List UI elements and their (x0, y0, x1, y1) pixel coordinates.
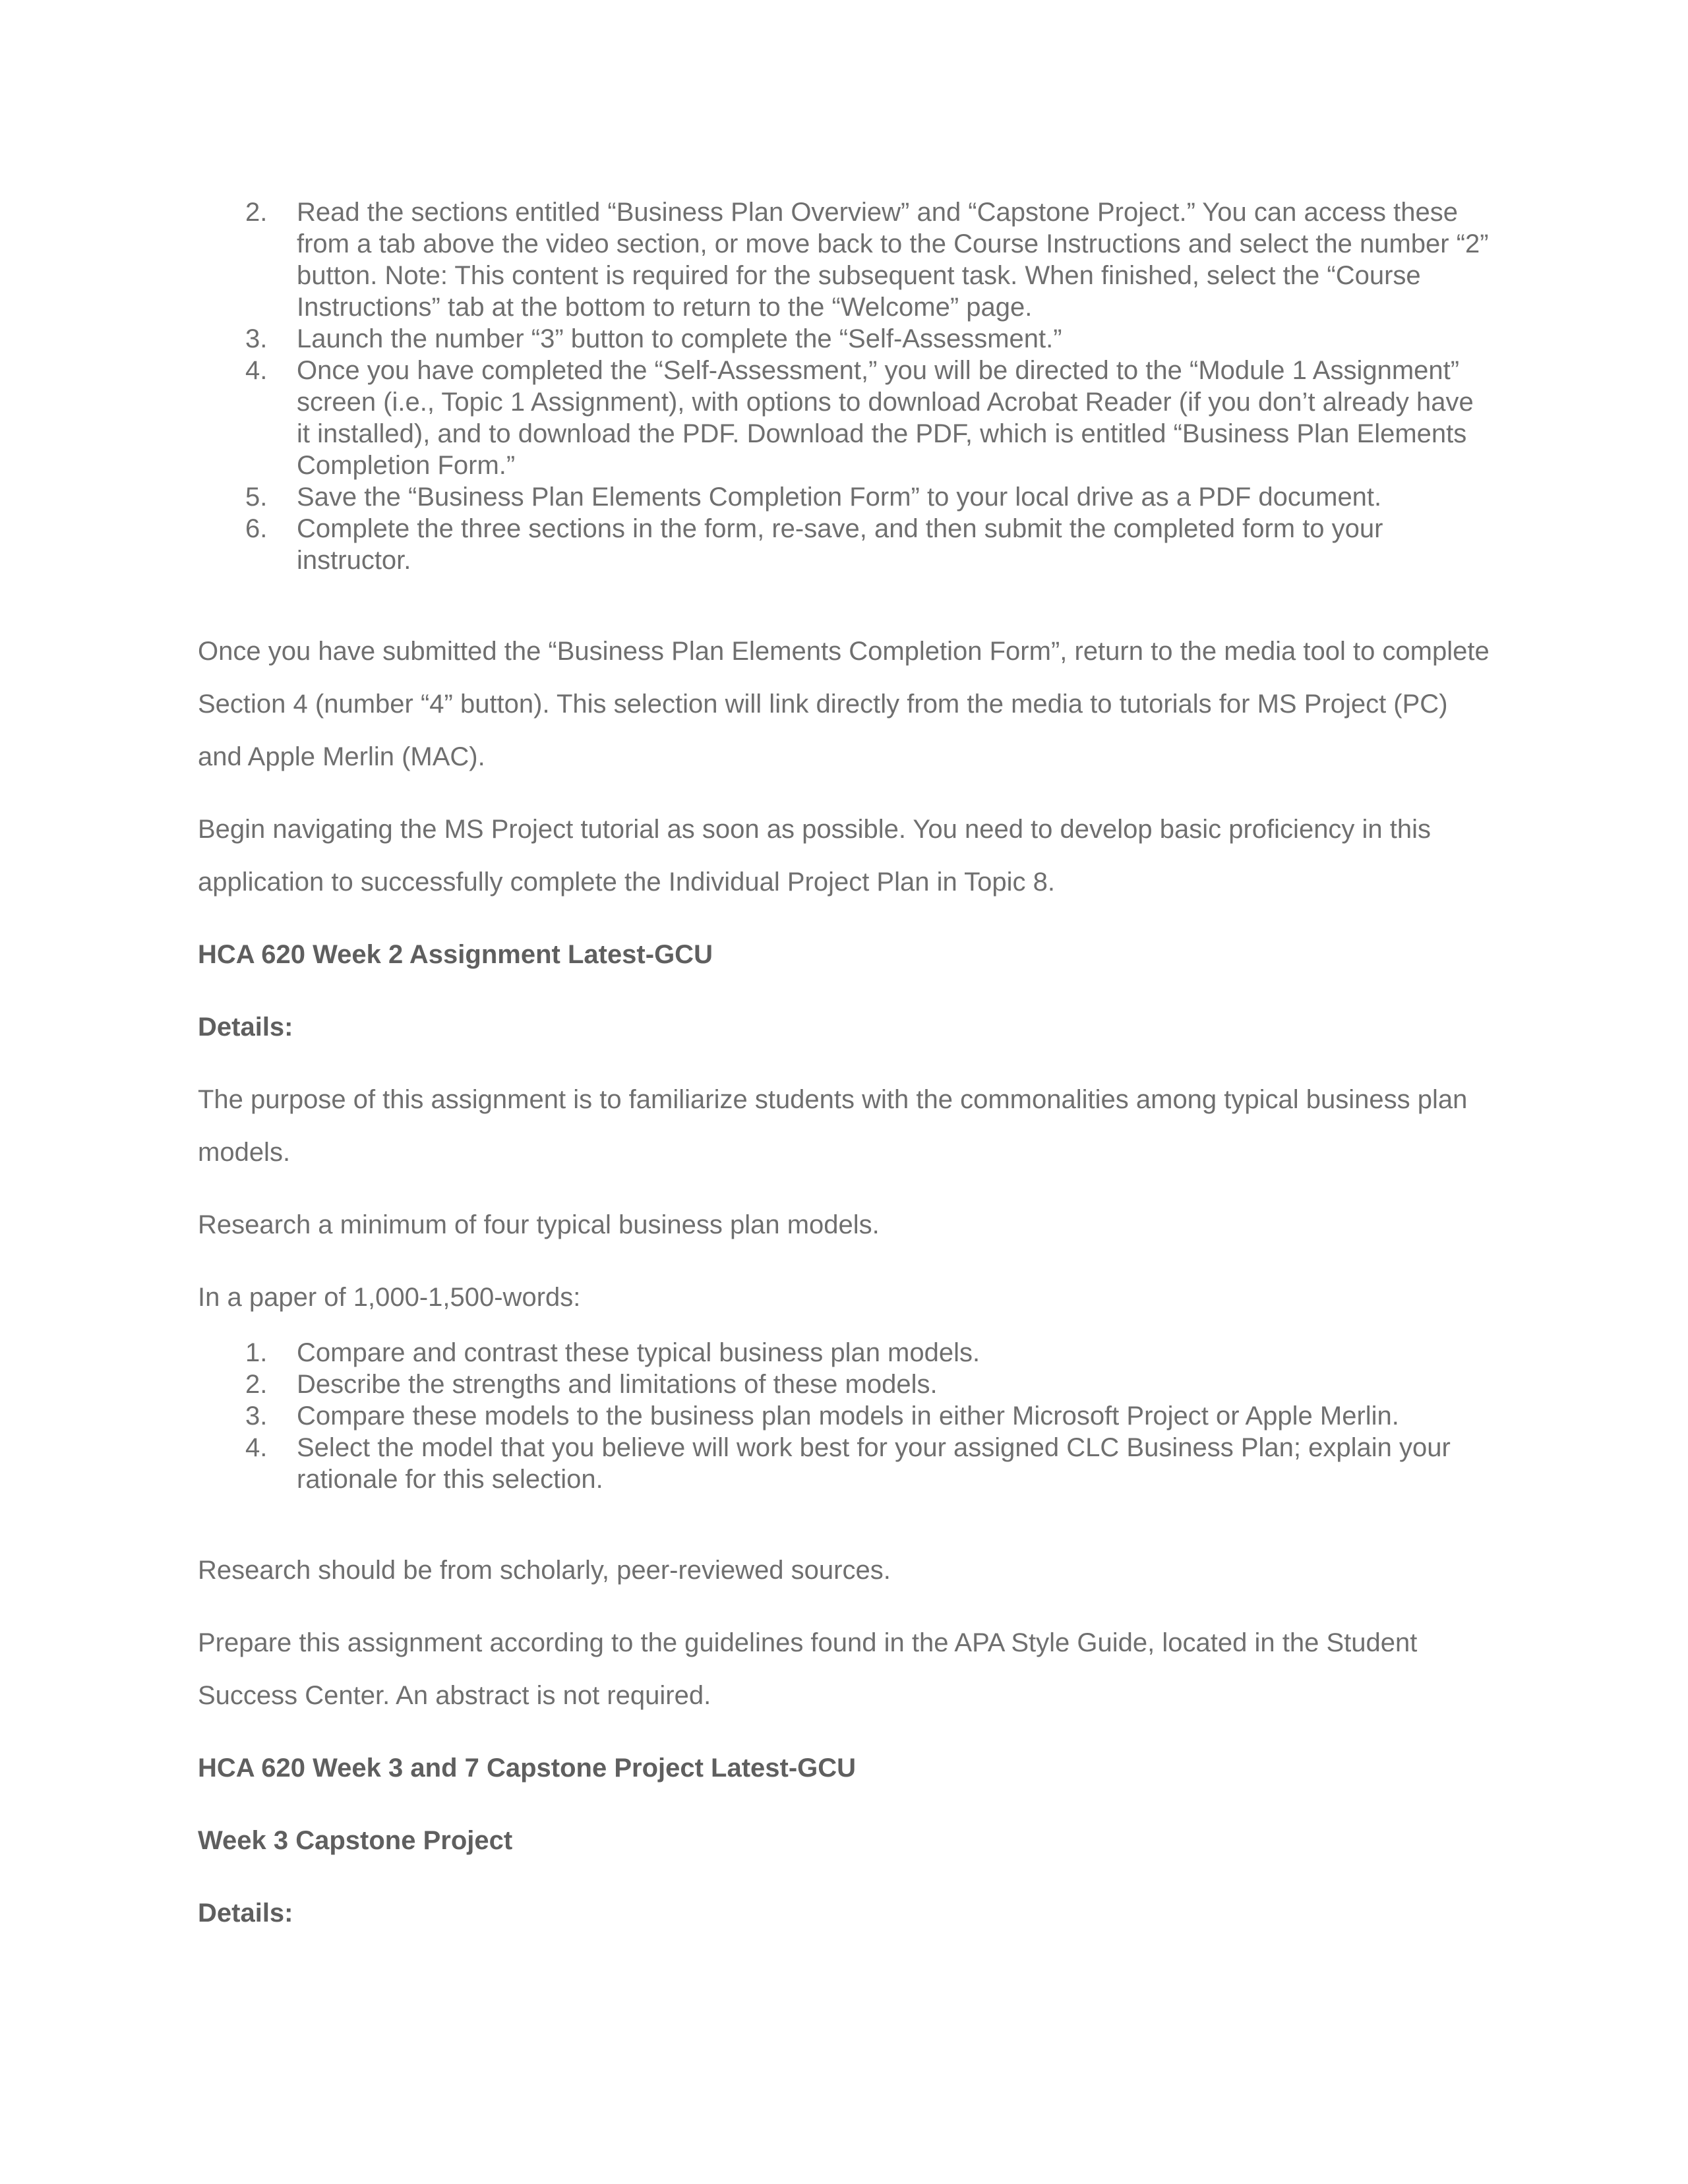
document-page (198, 196, 1490, 1939)
list-item: 2. Read the sections entitled “Business Plan Overview” and “Capstone Project.” You can access these from a tab above the video section, or move back to the Course Instructions and select the number “2” button. Note: This content is required for the subsequent task. When finished, select the “Course Instructions” tab at the bottom to return to the “Welcome” page. (245, 198, 1489, 322)
list-item: 6. Complete the three sections in the form, re-save, and then submit the completed form to your instructor. (245, 514, 1383, 575)
list-item: 4. Once you have completed the “Self-Assessment,” you will be directed to the “Module 1 Assignment” screen (i.e., Topic 1 Assignment), with options to download Acrobat Reader (if you don’t already have it installed), and to download the PDF. Download the PDF, which is entitled “Business Plan Elements Completion Form.” (245, 356, 1474, 480)
paragraph-scholarly: Research should be from scholarly, peer-reviewed sources. (198, 1556, 891, 1585)
list-item: 1. Compare and contrast these typical business plan models. (245, 1338, 980, 1367)
list-item: 3. Compare these models to the business plan models in either Microsoft Project or Apple Merlin. (245, 1402, 1399, 1431)
paragraph-begin: Begin navigating the MS Project tutorial as soon as possible. You need to develop basic proficiency in this application to successfully complete the Individual Project Plan in Topic 8. (198, 815, 1432, 897)
heading-week3-capstone: Week 3 Capstone Project (198, 1826, 513, 1855)
heading-details: Details: (198, 1013, 293, 1042)
list-item: 5. Save the “Business Plan Elements Completion Form” to your local drive as a PDF document. (245, 483, 1382, 512)
heading-week2-assignment: HCA 620 Week 2 Assignment Latest-GCU (198, 940, 713, 969)
heading-week37-capstone: HCA 620 Week 3 and 7 Capstone Project Latest-GCU (198, 1754, 857, 1783)
list-item: 3. Launch the number “3” button to complete the “Self-Assessment.” (245, 324, 1062, 353)
paragraph-paper-length: In a paper of 1,000-1,500-words: (198, 1283, 581, 1312)
list-item: 2. Describe the strengths and limitations of these models. (245, 1370, 938, 1399)
list-item: 4. Select the model that you believe will work best for your assigned CLC Business Plan; explain your rationale for this selection. (245, 1433, 1451, 1494)
week2-steps-list (198, 1337, 1490, 1495)
paragraph-apa: Prepare this assignment according to the guidelines found in the APA Style Guide, located in the Student Success Center. An abstract is not required. (198, 1628, 1418, 1710)
week1-steps-list (198, 196, 1490, 576)
paragraph-submitted: Once you have submitted the “Business Plan Elements Completion Form”, return to the media tool to complete Section 4 (number “4” button). This selection will link directly from the media to tutorials for MS Project (PC) and Apple Merlin (MAC). (198, 637, 1490, 771)
paragraph-purpose: The purpose of this assignment is to familiarize students with the commonalities among typical business plan models. (198, 1085, 1468, 1167)
heading-details: Details: (198, 1899, 293, 1928)
paragraph-research: Research a minimum of four typical business plan models. (198, 1210, 880, 1239)
